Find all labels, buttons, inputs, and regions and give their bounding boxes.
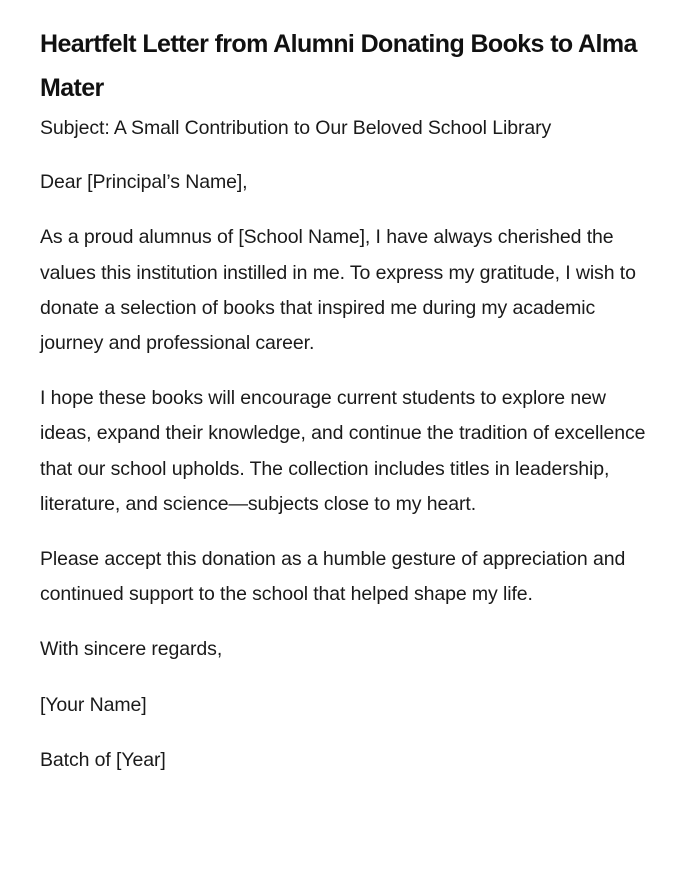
letter-salutation: Dear [Principal’s Name], (40, 171, 248, 194)
letter-title: Heartfelt Letter from Alumni Donating Books to Alma Mater (40, 30, 637, 102)
letter-paragraph-3: Please accept this donation as a humble gesture of appreciation and continued support to the school that helped shape my life. (40, 548, 626, 606)
letter-subject: Subject: A Small Contribution to Our Beloved School Library (40, 117, 552, 139)
letter-paragraph-1: As a proud alumnus of [School Name], I have always cherished the values this institution instilled in me. To express my gratitude, I wish to donate a selection of books that inspired me during my academic journey and professional career. (40, 226, 636, 355)
signature-name: [Your Name] (40, 693, 147, 716)
letter-paragraph-2: I hope these books will encourage current students to explore new ideas, expand their knowledge, and continue the tradition of excellence that our school upholds. The collection includes titles in leadership, literature, and science—subjects close to my heart. (40, 387, 646, 515)
letter-closing: With sincere regards, (40, 638, 223, 661)
signature-batch: Batch of [Year] (40, 748, 166, 771)
